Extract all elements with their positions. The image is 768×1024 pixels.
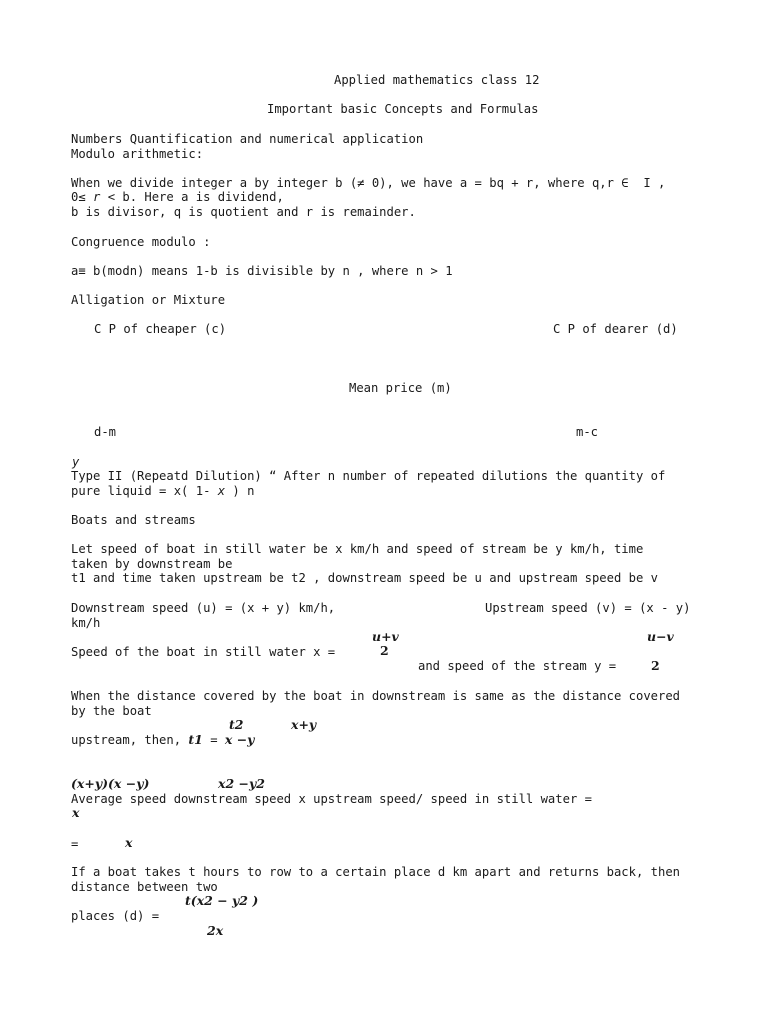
stream-speed-label: and speed of the stream y = <box>418 659 617 673</box>
division-line-2 <box>71 190 284 205</box>
average-speed-text: Average speed downstream speed x upstream speed/ speed in still water = <box>71 792 592 806</box>
stray-symbol: y <box>72 455 80 469</box>
numbers-heading: Numbers Quantification and numerical application <box>71 132 424 146</box>
average-denominator-2: x <box>125 835 133 850</box>
remainder-symbol: r <box>93 190 101 204</box>
stream-speed-denominator: 2 <box>651 658 660 673</box>
distance-label: places (d) = <box>71 909 160 923</box>
average-denominator-1: x <box>72 805 80 820</box>
boat-speed-label: Speed of the boat in still water x = <box>71 645 336 659</box>
round-trip-line-1: If a boat takes t hours to row to a certain place d km apart and returns back, then <box>71 865 681 879</box>
kmh-unit: km/h <box>71 616 101 630</box>
dilution-text-a: pure liquid = x( 1- <box>71 484 218 498</box>
average-numerator-squares: x2 −y2 <box>218 776 265 791</box>
boat-speed-denominator: 2 <box>380 643 389 658</box>
mean-price-label: Mean price (m) <box>349 381 452 395</box>
division-line-1: When we divide integer a by integer b (≠ 0), we have a = bq + r, where q,r ∈ I , <box>71 176 666 190</box>
alligation-heading: Alligation or Mixture <box>71 293 226 307</box>
division-text-b: < b. Here a is dividend, <box>100 190 284 204</box>
boats-intro-line-3: t1 and time taken upstream be t2 , downstream speed be u and upstream speed be v <box>71 571 658 585</box>
average-equals: = <box>71 837 79 851</box>
congruence-text: a≡ b(modn) means 1-b is divisible by n , where n > 1 <box>71 264 453 278</box>
average-numerator-product: (x+y)(x −y) <box>71 776 150 791</box>
boat-speed-numerator: u+v <box>372 629 399 644</box>
boats-intro-line-1: Let speed of boat in still water be x km/h and speed of stream be y km/h, time <box>71 542 644 556</box>
left-difference: d-m <box>94 425 117 439</box>
distance-numerator: t(x2 − y2 ) <box>185 893 259 908</box>
dilution-text-b: ) n <box>225 484 255 498</box>
page-subtitle: Important basic Concepts and Formulas <box>267 102 539 116</box>
upstream-then-text: upstream, then, <box>71 733 189 747</box>
dilution-line-1: Type II (Repeatd Dilution) “ After n number of repeated dilutions the quantity of <box>71 469 666 483</box>
ratio-t2: t2 <box>229 717 244 732</box>
cheaper-price-label: C P of cheaper (c) <box>94 322 227 336</box>
page-title: Applied mathematics class 12 <box>334 73 540 87</box>
downstream-speed: Downstream speed (u) = (x + y) km/h, <box>71 601 336 615</box>
stream-speed-numerator: u−v <box>647 629 674 644</box>
boats-intro-line-2: taken by downstream be <box>71 557 233 571</box>
ratio-line <box>71 733 254 748</box>
ratio-t1: t1 <box>188 732 203 747</box>
dearer-price-label: C P of dearer (d) <box>553 322 678 336</box>
modulo-heading: Modulo arithmetic: <box>71 147 204 161</box>
ratio-x-plus-y: x+y <box>291 717 317 732</box>
division-text-a: 0≤ <box>71 190 94 204</box>
ratio-equals: = <box>202 733 225 747</box>
same-distance-line-1: When the distance covered by the boat in downstream is same as the distance covered <box>71 689 681 703</box>
distance-denominator: 2x <box>207 923 224 938</box>
congruence-heading: Congruence modulo : <box>71 235 211 249</box>
upstream-speed: Upstream speed (v) = (x - y) <box>485 601 691 615</box>
boats-heading: Boats and streams <box>71 513 196 527</box>
same-distance-line-2: by the boat <box>71 704 152 718</box>
right-difference: m-c <box>576 425 599 439</box>
dilution-line-2 <box>71 484 254 499</box>
round-trip-line-2: distance between two <box>71 880 218 894</box>
ratio-x-minus-y: x −y <box>224 732 255 747</box>
dilution-x-symbol: x <box>217 484 226 498</box>
division-line-3: b is divisor, q is quotient and r is remainder. <box>71 205 416 219</box>
